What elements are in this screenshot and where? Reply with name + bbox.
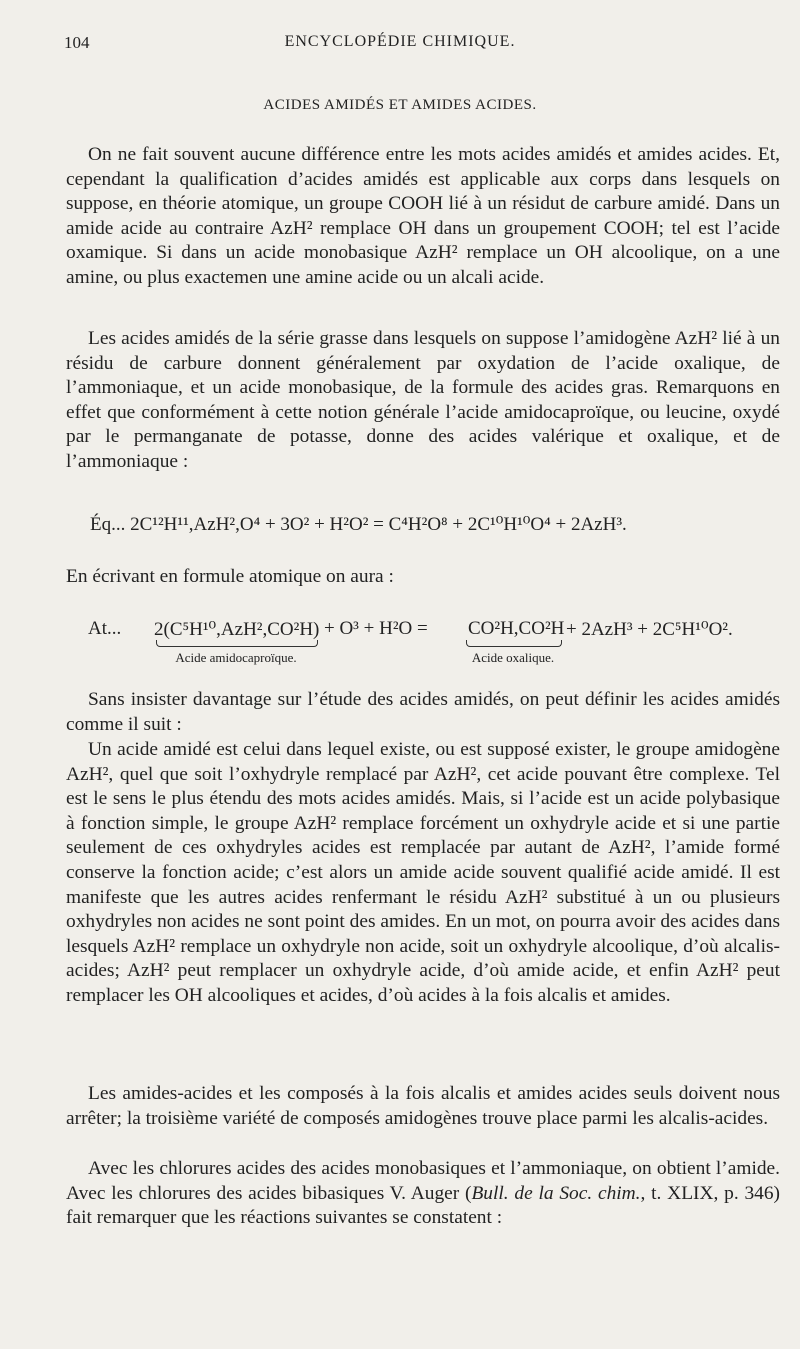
- page-header: [0, 33, 800, 57]
- p7-text-before: Avec les chlorures acides des acides monobasiques et l’ammoniaque, on obtient l’amide. Avec les chlorures des acides bibasiques V. Auger (: [66, 1158, 780, 1204]
- paragraph-4: Sans insister davantage sur l’étude des acides amidés, on peut définir les acides amidés comme il suit :: [66, 689, 780, 735]
- equation-left-term: 2(C⁵H¹⁰,AzH²,CO²H): [154, 619, 320, 640]
- equation-middle: + O³ + H²O =: [324, 618, 428, 639]
- page-number: 104: [64, 33, 90, 52]
- paragraph-1: On ne fait souvent aucune différence entre les mots acides amidés et amides acides. Et, cependant la qualification d’acides amidés est applicable aux corps dans lesquels on suppose, en théorie atomique, un groupe COOH lié à un résidut de carbure amidé. Dans un amide acide au contraire AzH² remplace OH dans un groupement COOH; tel est l’acide oxamique. Si dans un acide monobasique AzH² remplace un OH alcoolique, on a une amine, ou plus exactemen une amine acide ou un alcali acide.: [66, 144, 780, 288]
- running-title: ENCYCLOPÉDIE CHIMIQUE.: [284, 33, 516, 50]
- equation-right-term: CO²H,CO²H: [468, 618, 565, 639]
- paragraph-2: Les acides amidés de la série grasse dans lesquels on suppose l’amidogène AzH² lié à un résidu de carbure donnent généralement par oxydation de l’acide oxalique, de l’ammoniaque, et un acide monobasique, de la formule des acides gras. Remarquons en effet que conformément à cette notion générale l’acide amidocaproïque, ou leucine, oxydé par le permanganate de potasse, donne des acides valérique et oxalique, et de l’ammoniaque :: [66, 328, 780, 472]
- paragraph-3: En écrivant en formule atomique on aura :: [66, 566, 394, 587]
- paragraph-5: Un acide amidé est celui dans lequel existe, ou est supposé exister, le groupe amidogène AzH², quel que soit l’oxhydryle remplacé par AzH², cet acide pouvant être complexe. Tel est le sens le plus étendu des mots acides amidés. Mais, si l’acide est un acide polybasique à fonction simple, le groupe AzH² remplace forcément un oxhydryle acide et si une partie seulement de ces oxhydryles acides est remplacée par autant de AzH², l’amide formé conserve la fonction acide; c’est alors un amide acide souvent qualifié acide amidé. Il est manifeste que les autres acides renfermant le résidu AzH² substitué à un ou plusieurs oxhydryles non acides ne sont point des amides. En un mot, on pourra avoir des acides dans lesquels AzH² remplace un oxhydryle non acide, soit un oxhydryle alcoolique, d’où alcalis-acides; AzH² peut remplacer un oxhydryle acide, d’où amide acide, et enfin AzH² peut remplacer les OH alcooliques et acides, d’où acides à la fois alcalis et amides.: [66, 739, 780, 1006]
- underbrace-right: [466, 640, 562, 647]
- equation-prefix: At...: [88, 618, 122, 639]
- paragraph-6: Les amides-acides et les composés à la fois alcalis et amides acides seuls doivent nous arrêter; la troisième variété de composés amidogènes trouve place parmi les alcalis-acides.: [66, 1083, 780, 1129]
- p7-citation: Bull. de la Soc. chim.: [471, 1182, 641, 1204]
- underbrace-left: [156, 640, 318, 647]
- p7-text-after: , t. XLIX, p. 346) fait remarquer que les réactions suivantes se constatent :: [66, 1182, 780, 1229]
- paragraph-7: [66, 1157, 780, 1231]
- equivalent-equation: Éq... 2C¹²H¹¹,AzH²,O⁴ + 3O² + H²O² = C⁴H²O⁸ + 2C¹⁰H¹⁰O⁴ + 2AzH³.: [90, 514, 627, 535]
- equation-tail: + 2AzH³ + 2C⁵H¹⁰O².: [566, 619, 733, 640]
- label-amidocaproique: Acide amidocaproïque.: [175, 650, 297, 665]
- label-oxalique: Acide oxalique.: [471, 650, 555, 665]
- section-title: ACIDES AMIDÉS ET AMIDES ACIDES.: [263, 97, 537, 113]
